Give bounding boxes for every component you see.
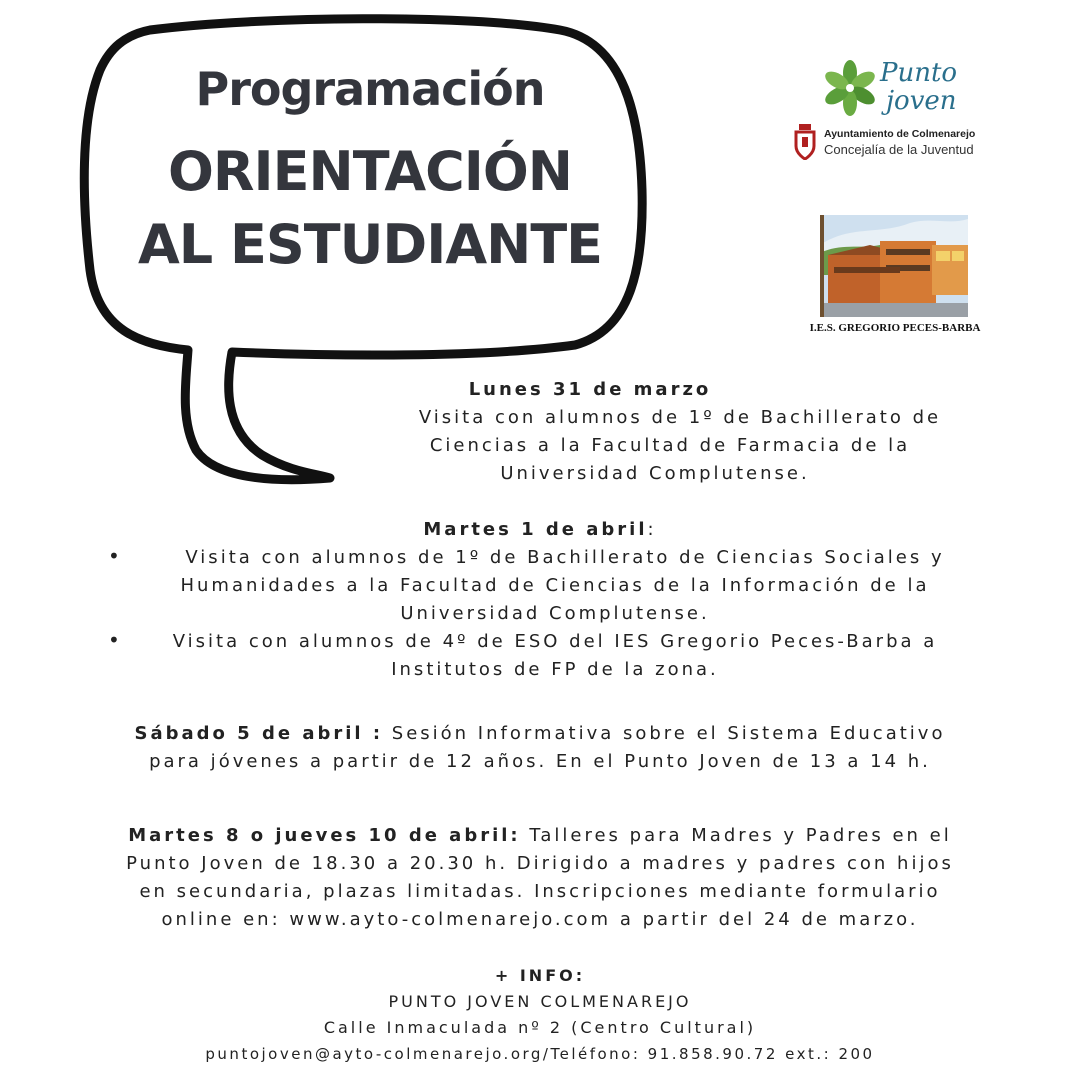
event-martes1-item2-line1: Visita con alumnos de 4º de ESO del IES Gregorio Peces-Barba a [172,631,938,652]
title-al-estudiante: AL ESTUDIANTE [137,213,603,276]
event-martes8-line1-rest: Talleres para Madres y Padres en el [520,825,952,846]
event-lunes-line1: Visita con alumnos de 1º de Bachillerato de [418,407,942,428]
logo-word-punto: Punto [880,58,958,88]
info-heading: + INFO: [494,966,586,985]
concejalia-label: Concejalía de la Juventud [824,142,974,157]
school-name: I.E.S. GREGORIO PECES-BARBA [809,322,981,334]
event-martes1-heading: Martes 1 de abril [423,519,648,540]
event-sabado-line1-rest: Sesión Informativa sobre el Sistema Educativo [383,723,946,744]
event-martes1-colon: : [647,519,657,540]
event-martes8-line4[interactable]: online en: www.ayto-colmenarejo.com a partir del 24 de marzo. [161,909,919,930]
event-sabado-heading: Sábado 5 de abril : [134,723,384,744]
ayuntamiento-label: Ayuntamiento de Colmenarejo [824,128,976,140]
bullet: • [108,544,120,568]
flower-icon [822,58,878,118]
event-martes8-line3: en secundaria, plazas limitadas. Inscripciones mediante formulario [139,881,941,902]
event-martes1-item1-line3: Universidad Complutense. [400,603,710,624]
bullet: • [108,628,120,652]
event-lunes-line3: Universidad Complutense. [500,463,810,484]
info-contact[interactable]: puntojoven@ayto-colmenarejo.org/Teléfono: 91.858.90.72 ext.: 200 [205,1045,875,1063]
event-martes8-heading: Martes 8 o jueves 10 de abril: [128,825,521,846]
school-building-image [820,215,968,317]
event-sabado-line2: para jóvenes a partir de 12 años. En el Punto Joven de 13 a 14 h. [149,751,931,772]
event-martes1-item2-line2: Institutos de FP de la zona. [391,659,719,680]
logo-word-joven: joven [886,86,957,116]
title-programacion: Programación [195,62,545,116]
punto-joven-logo [820,58,980,168]
event-martes1-heading-row [290,516,790,544]
event-lunes-heading: Lunes 31 de marzo [468,379,712,400]
info-line1: PUNTO JOVEN COLMENAREJO [388,992,692,1011]
title-orientacion: ORIENTACIÓN [168,140,572,203]
info-address: Calle Inmaculada nº 2 (Centro Cultural) [323,1018,757,1037]
event-martes1-item1-line2: Humanidades a la Facultad de Ciencias de la Información de la [180,575,930,596]
event-martes1-item1-line1: Visita con alumnos de 1º de Bachillerato de Ciencias Sociales y [185,547,945,568]
event-lunes-line2: Ciencias a la Facultad de Farmacia de la [429,435,911,456]
event-sabado-line1 [60,720,1020,748]
coat-of-arms-icon [794,124,816,160]
event-martes8-line1 [40,822,1040,850]
event-martes8-line2: Punto Joven de 18.30 a 20.30 h. Dirigido a madres y padres con hijos [126,853,954,874]
